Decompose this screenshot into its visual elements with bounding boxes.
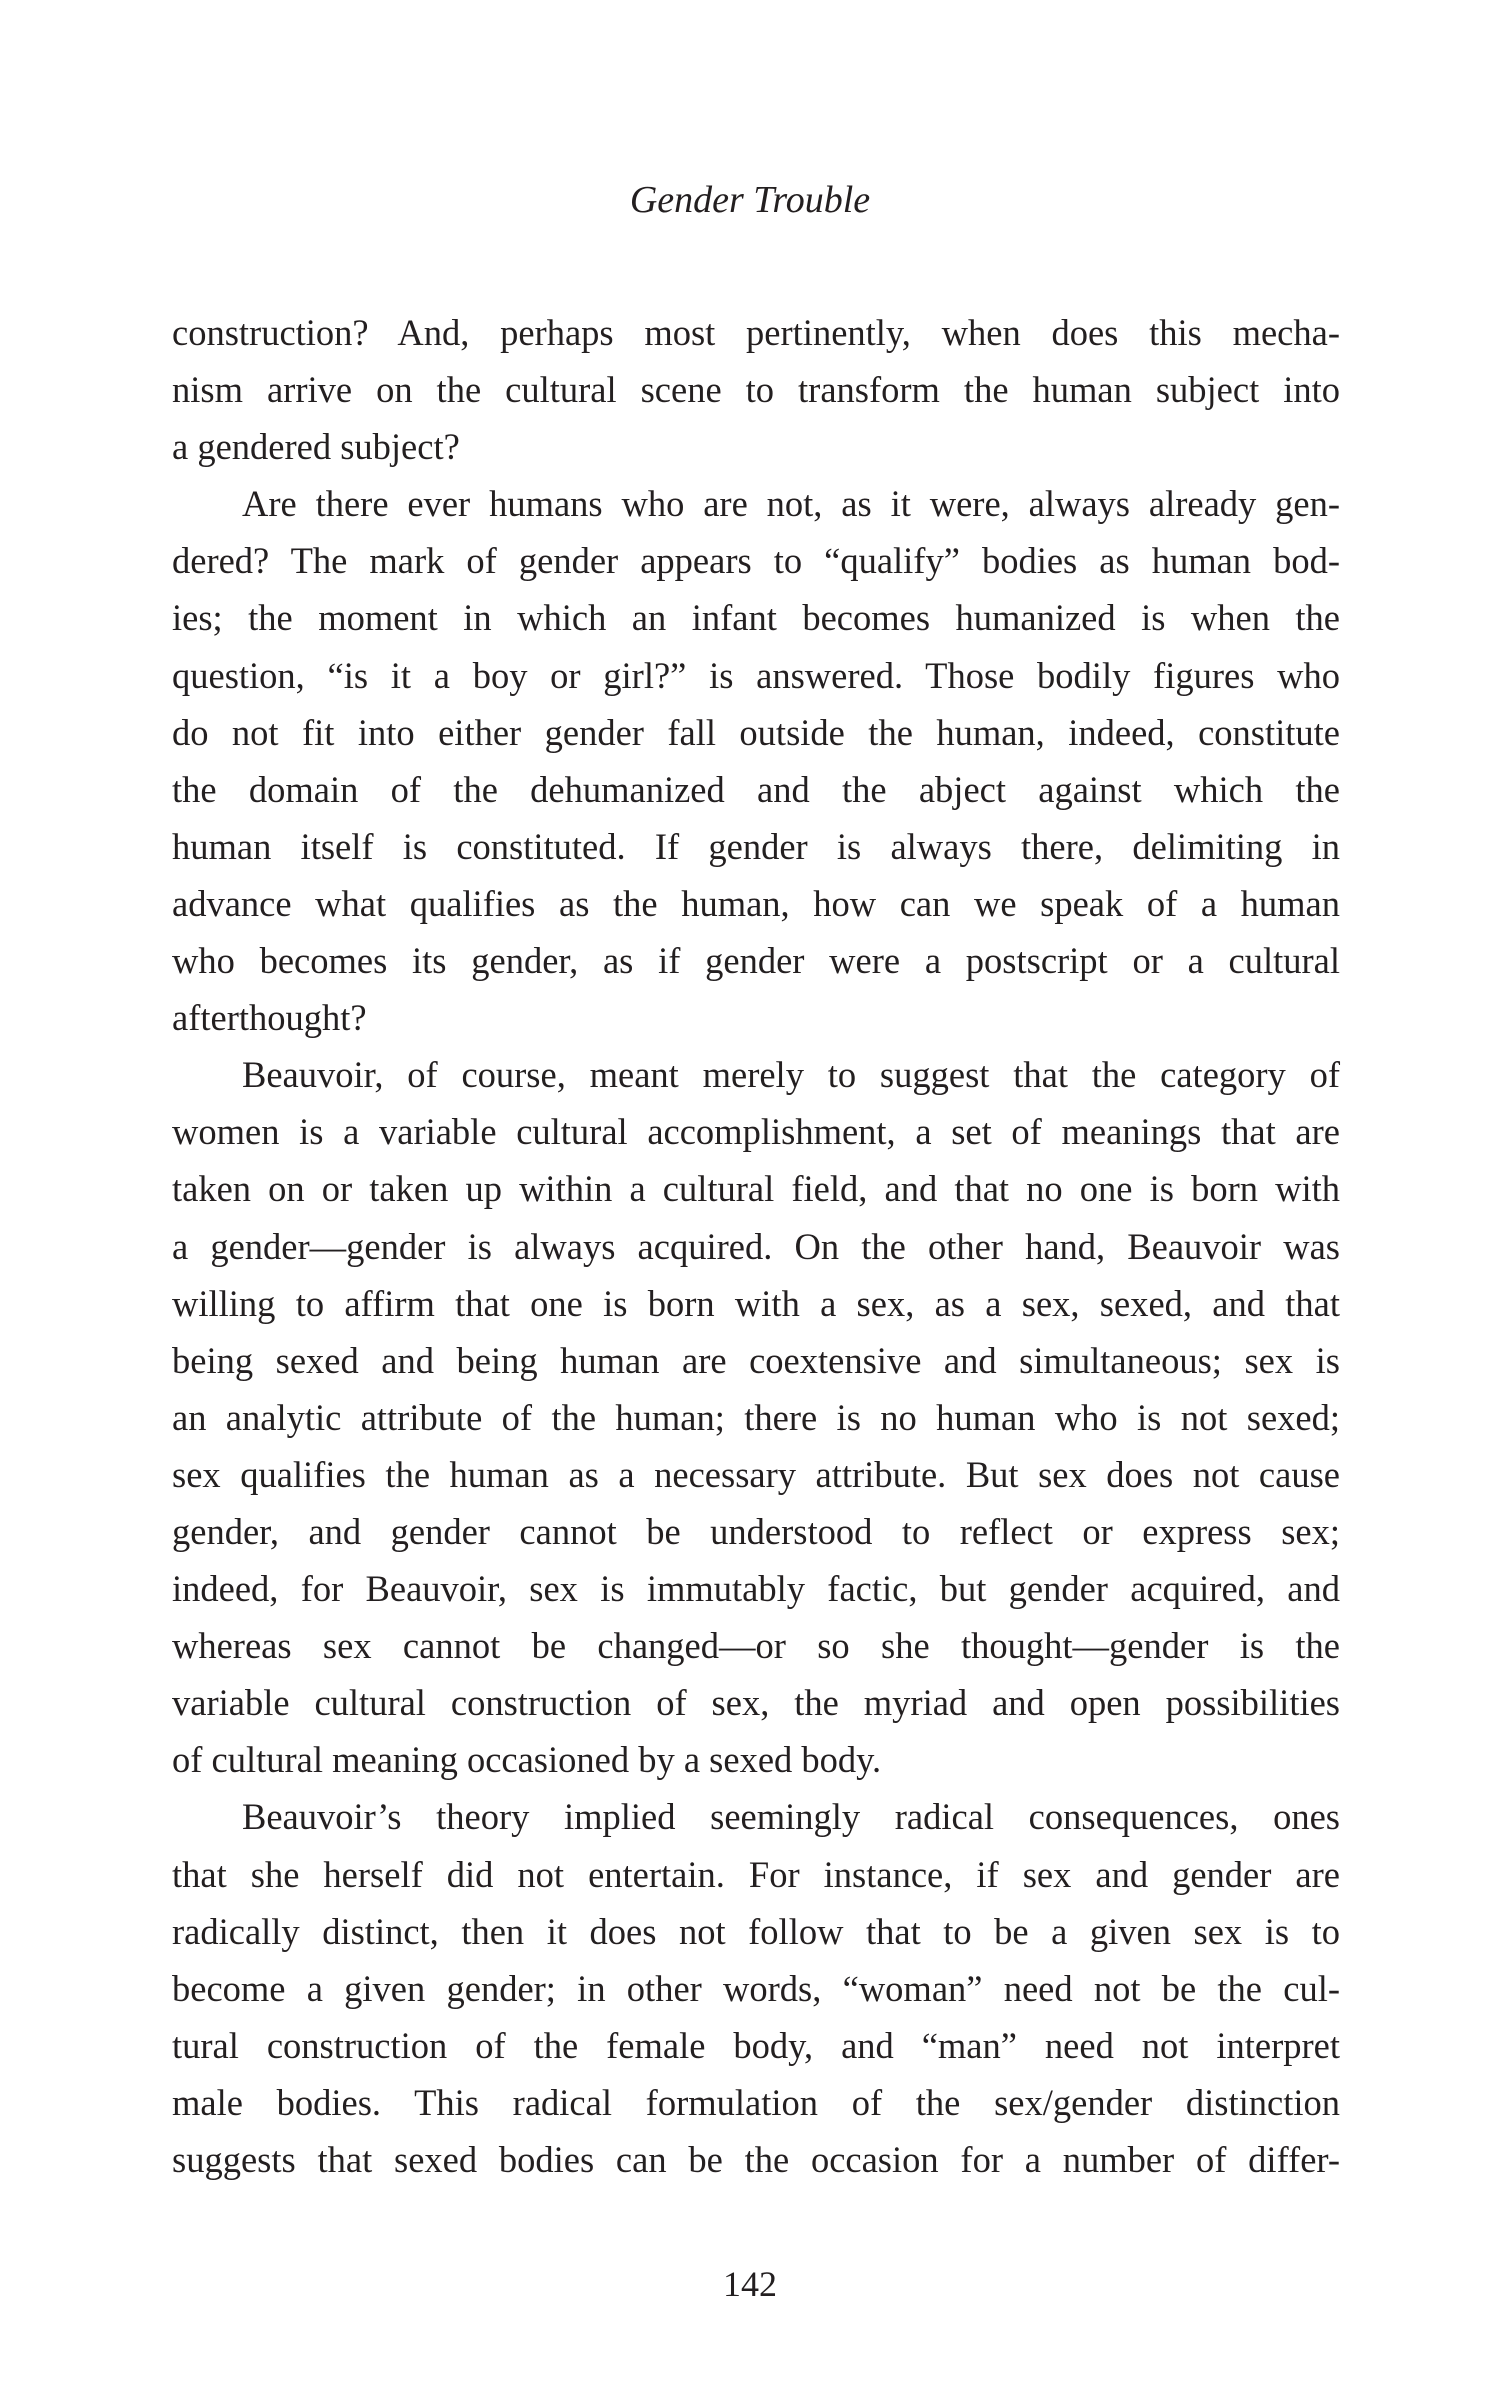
text-line: tural construction of the female body, and “man” need not interpret bbox=[172, 2024, 1340, 2066]
text-line: advance what qualifies as the human, how can we speak of a human bbox=[172, 882, 1340, 924]
text-line: radically distinct, then it does not follow that to be a given sex is to bbox=[172, 1910, 1340, 1952]
text-line: that she herself did not entertain. For instance, if sex and gender are bbox=[172, 1853, 1340, 1895]
text-line: an analytic attribute of the human; there is no human who is not sexed; bbox=[172, 1396, 1340, 1438]
text-line: taken on or taken up within a cultural field, and that no one is born with bbox=[172, 1168, 1340, 1210]
text-line: whereas sex cannot be changed—or so she thought—gender is the bbox=[172, 1625, 1340, 1667]
text-line: women is a variable cultural accomplishment, a set of meanings that are bbox=[172, 1111, 1340, 1153]
text-line: afterthought? bbox=[172, 997, 367, 1039]
text-line: sex qualifies the human as a necessary attribute. But sex does not cause bbox=[172, 1453, 1340, 1495]
text-line: Are there ever humans who are not, as it were, always already gen- bbox=[242, 483, 1340, 525]
text-line: Beauvoir’s theory implied seemingly radical consequences, ones bbox=[242, 1796, 1340, 1838]
text-line: gender, and gender cannot be understood to reflect or express sex; bbox=[172, 1510, 1340, 1552]
text-line: question, “is it a boy or girl?” is answered. Those bodily figures who bbox=[172, 654, 1340, 696]
text-line: male bodies. This radical formulation of the sex/gender distinction bbox=[172, 2081, 1340, 2123]
text-line: nism arrive on the cultural scene to transform the human subject into bbox=[172, 369, 1340, 411]
text-line: dered? The mark of gender appears to “qualify” bodies as human bod- bbox=[172, 540, 1340, 582]
text-line: a gender—gender is always acquired. On the other hand, Beauvoir was bbox=[172, 1225, 1340, 1267]
running-head: Gender Trouble bbox=[629, 179, 871, 221]
text-line: who becomes its gender, as if gender were a postscript or a cultural bbox=[172, 940, 1340, 982]
text-line: Beauvoir, of course, meant merely to suggest that the category of bbox=[242, 1054, 1340, 1096]
text-line: being sexed and being human are coextensive and simultaneous; sex is bbox=[172, 1339, 1340, 1381]
text-line: suggests that sexed bodies can be the occasion for a number of differ- bbox=[172, 2139, 1340, 2180]
body-text bbox=[172, 304, 1340, 2188]
text-line: construction? And, perhaps most pertinently, when does this mecha- bbox=[172, 312, 1340, 353]
text-line: become a given gender; in other words, “woman” need not be the cul- bbox=[172, 1967, 1340, 2009]
text-line: of cultural meaning occasioned by a sexed body. bbox=[172, 1739, 882, 1781]
text-line: willing to affirm that one is born with a sex, as a sex, sexed, and that bbox=[172, 1282, 1340, 1324]
text-line: a gendered subject? bbox=[172, 426, 460, 468]
text-line: the domain of the dehumanized and the abject against which the bbox=[172, 768, 1340, 810]
text-line: do not fit into either gender fall outside the human, indeed, constitute bbox=[172, 711, 1340, 753]
text-line: variable cultural construction of sex, the myriad and open possibilities bbox=[172, 1682, 1340, 1724]
page-number: 142 bbox=[723, 2264, 777, 2304]
text-line: ies; the moment in which an infant becomes humanized is when the bbox=[172, 597, 1340, 639]
text-line: human itself is constituted. If gender is always there, delimiting in bbox=[172, 825, 1340, 867]
text-line: indeed, for Beauvoir, sex is immutably factic, but gender acquired, and bbox=[172, 1568, 1340, 1610]
